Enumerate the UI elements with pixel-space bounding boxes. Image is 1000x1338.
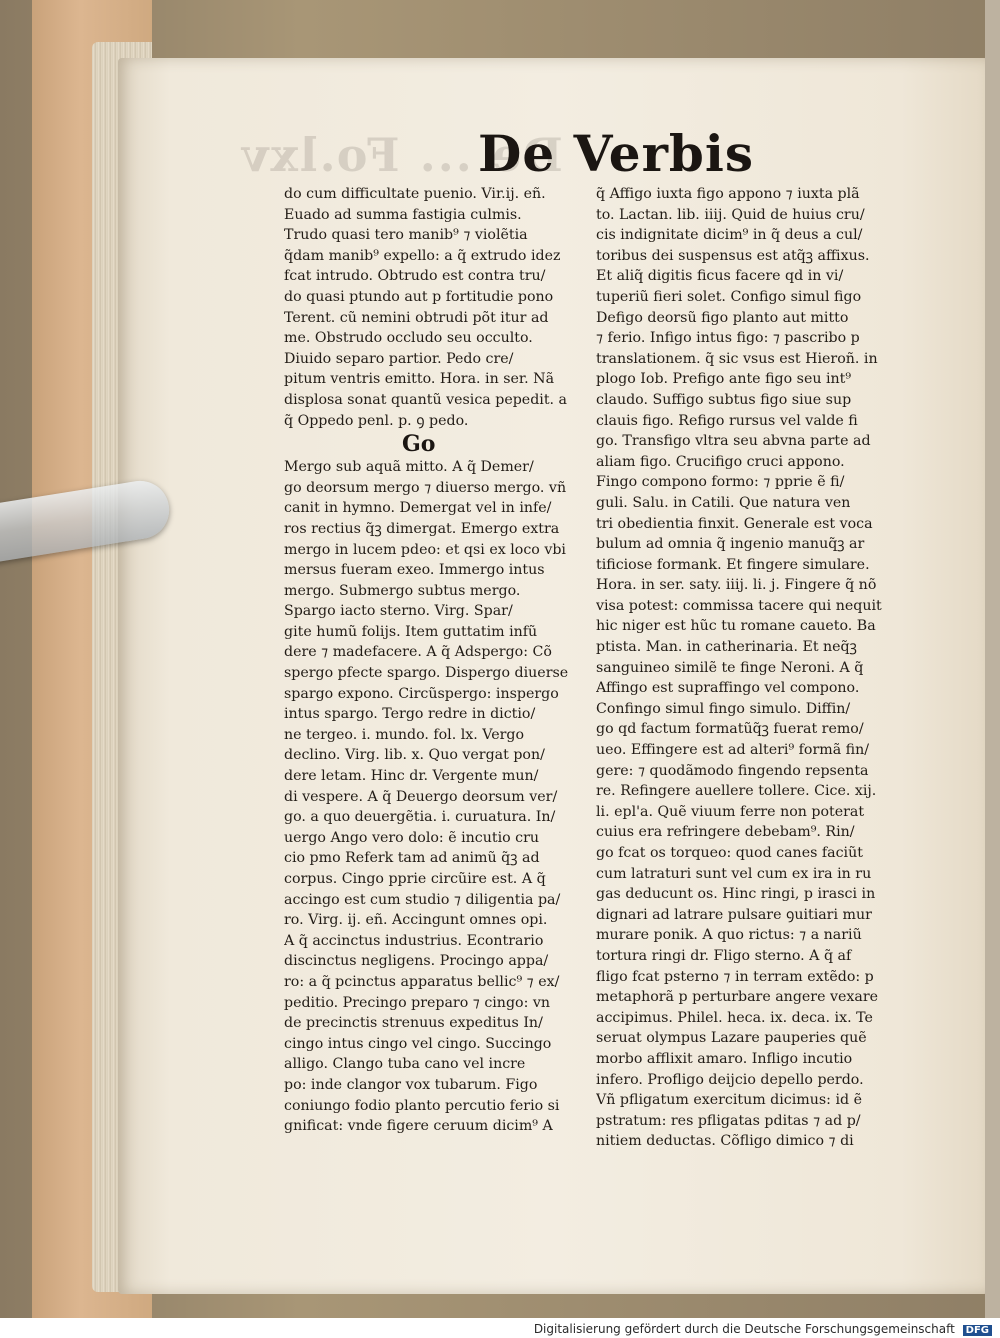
text-line: go fcat os torqueo: quod canes faciũt	[596, 845, 863, 861]
text-line: tri obedientia finxit. Generale est voca	[596, 515, 873, 532]
text-line: gite humũ folijs. Item guttatim infũ	[284, 623, 538, 640]
text-line: aliam figo. Crucifigo cruci appono.	[596, 453, 845, 470]
text-line: do quasi ptundo aut p fortitudie pono	[284, 288, 554, 305]
text-line: gnificat: vnde figere ceruum dicim⁹ A	[284, 1118, 553, 1135]
text-line: re. Refingere auellere tollere. Cice. xij.	[596, 783, 877, 800]
text-line: cum latraturi sunt vel cum ex ira in ru	[596, 865, 872, 882]
left-column-bottom-lines	[284, 457, 588, 1137]
text-line: tuperiũ fieri solet. Configo simul figo	[596, 288, 862, 305]
text-line: accingo est cum studio ⁊ diligentia pa/	[284, 891, 561, 908]
text-line: A q̃ accinctus industrius. Econtrario	[284, 932, 544, 949]
footer-credit	[534, 1322, 992, 1336]
text-line: Et aliq̃ digitis ficus facere qd in vi/	[596, 268, 844, 285]
text-line: go deorsum mergo ⁊ diuerso mergo. vñ	[284, 479, 567, 496]
text-line: hic niger est hũc tu romane caueto. Ba	[596, 618, 876, 635]
bleed-through-heading: De ... Fo.lxv	[240, 128, 563, 182]
text-line: displosa sonat quantũ vesica pepedit. a	[284, 391, 568, 408]
text-line: translationem. q̃ sic vsus est Hieroñ. in	[596, 350, 878, 367]
text-line: cio pmo Referk tam ad animũ q̃ꝫ ad	[284, 850, 540, 867]
text-line: Vñ pfligatum exercitum dicimus: id ẽ	[596, 1092, 862, 1109]
text-line: toribus dei suspensus est atq̃ꝫ affixus.	[596, 247, 870, 264]
text-line: spergo pfecte spargo. Dispergo diuerse	[284, 665, 569, 682]
text-line: accipimus. Philel. heca. ix. deca. ix. Te	[596, 1009, 873, 1026]
text-line: cis indignitate dicim⁹ in q̃ deus a cul/	[596, 227, 863, 244]
text-line: tificiose formank. Et fingere simulare.	[596, 556, 870, 573]
text-line: gere: ⁊ quodãmodo fingendo repsenta	[596, 762, 869, 779]
text-line: go. a quo deuergẽtia. i. curuatura. In/	[284, 809, 556, 826]
text-line: peditio. Precingo preparo ⁊ cingo: vn	[284, 994, 551, 1011]
text-line: sanguineo similẽ te finge Neroni. A q̃	[596, 659, 864, 676]
text-line: to. Lactan. lib. iiij. Quid de huius cru/	[596, 206, 865, 223]
text-line: visa potest: commissa tacere qui nequit	[596, 597, 882, 614]
text-line: discinctus negligens. Procingo appa/	[284, 953, 549, 970]
right-column-lines	[596, 184, 932, 1152]
text-line: Mergo sub aquã mitto. A q̃ Demer/	[284, 459, 534, 476]
text-line: mergo in lucem pdeo: et qsi ex loco vbi	[284, 541, 566, 558]
text-line: alligo. Clango tuba cano vel incre	[284, 1056, 526, 1073]
right-margin-strip	[985, 0, 1000, 1318]
text-line: coniungo fodio planto percutio ferio si	[284, 1097, 560, 1114]
text-line: fligo fcat psterno ⁊ in terram extẽdo: p	[596, 968, 874, 985]
dfg-logo: DFG	[963, 1325, 992, 1336]
text-line: cuius era refringere debebam⁹. Rin/	[596, 824, 855, 841]
text-line: dignari ad latrare pulsare ꝯuitiari mur	[596, 906, 872, 923]
text-line: q̃ Affigo iuxta figo appono ⁊ iuxta plã	[596, 186, 860, 202]
text-line: pitum ventris emitto. Hora. in ser. Nã	[284, 371, 555, 388]
text-line: Euado ad summa fastigia culmis.	[284, 206, 522, 223]
text-line: ptista. Man. in catherinaria. Et neq̃ꝫ	[596, 639, 857, 656]
text-line: go qd factum formatũq̃ꝫ fuerat remo/	[596, 721, 864, 738]
text-line: canit in hymno. Demergat vel in infe/	[284, 500, 552, 517]
text-line: Defigo deorsũ figo planto aut mitto	[596, 309, 849, 326]
text-line: uergo Ango vero dolo: ẽ incutio cru	[284, 829, 540, 846]
text-line: de precinctis strenuus expeditus In/	[284, 1015, 543, 1032]
text-line: intus spargo. Tergo redre in dictio/	[284, 706, 536, 723]
text-line: Diuido separo partior. Pedo cre/	[284, 350, 514, 367]
text-line: ⁊ ferio. Infigo intus figo: ⁊ pascribo p	[596, 330, 860, 347]
text-line: bulum ad omnia q̃ ingenio manuq̃ꝫ ar	[596, 536, 865, 553]
text-line: seruat olympus Lazare pauperies quẽ	[596, 1030, 867, 1047]
text-line: di vespere. A q̃ Deuergo deorsum ver/	[284, 788, 558, 805]
text-line: tortura ringi dr. Fligo sterno. A q̃ af	[596, 947, 852, 964]
text-line: go. Transfigo vltra seu abvna parte ad	[596, 433, 871, 450]
text-line: dere ⁊ madefacere. A q̃ Adspergo: Cõ	[284, 644, 552, 661]
text-line: ros rectius q̃ꝫ dimergat. Emergo extra	[284, 520, 560, 537]
text-line: li. epl'a. Quẽ viuum ferre non poterat	[596, 803, 865, 820]
text-line: ueo. Effingere est ad alteri⁹ formã fin/	[596, 742, 870, 759]
text-line: infero. Profligo deijcio depello perdo.	[596, 1071, 864, 1088]
text-line: q̃dam manib⁹ expello: a q̃ extrudo idez	[284, 247, 561, 264]
text-line: do cum difficultate puenio. Vir.ij. eñ.	[284, 186, 546, 202]
text-line: ne tergeo. i. mundo. fol. lx. Vergo	[284, 726, 525, 743]
left-column-top-lines	[284, 184, 588, 431]
text-line: murare ponik. A quo rictus: ⁊ a nariũ	[596, 927, 862, 944]
text-line: morbo afflixit amaro. Infligo incutio	[596, 1050, 853, 1067]
right-column	[596, 184, 932, 1152]
text-line: corpus. Cingo pprie circũire est. A q̃	[284, 871, 546, 887]
text-line: Affingo est supraffingo vel compono.	[596, 680, 860, 697]
text-line: Terent. cũ nemini obtrudi põt itur ad	[284, 309, 549, 326]
text-line: Fingo compono formo: ⁊ pprie ẽ fi/	[596, 474, 845, 491]
text-line: Hora. in ser. saty. iiij. li. j. Fingere q̃ nõ	[596, 577, 877, 594]
text-line: guli. Salu. in Catili. Que natura ven	[596, 494, 851, 511]
text-line: po: inde clangor vox tubarum. Figo	[284, 1076, 538, 1093]
text-line: clauis figo. Refigo rursus vel valde fi	[596, 412, 858, 429]
text-line: plogo Iob. Prefigo ante figo seu int⁹	[596, 371, 852, 388]
text-line: pstratum: res pfligatas pditas ⁊ ad p/	[596, 1112, 861, 1129]
left-column	[284, 184, 588, 1137]
text-line: Confingo simul fingo simulo. Diffin/	[596, 700, 851, 717]
text-line: fcat intrudo. Obtrudo est contra tru/	[284, 268, 546, 285]
text-line: ro. Virg. ij. eñ. Accingunt omnes opi.	[284, 912, 548, 929]
footer-text: Digitalisierung gefördert durch die Deutsche Forschungsgemeinschaft	[533, 1322, 955, 1336]
text-line: spargo expono. Circũspergo: inspergo	[284, 685, 559, 702]
text-line: declino. Virg. lib. x. Quo vergat pon/	[284, 747, 545, 764]
text-line: me. Obstrudo occludo seu occulto.	[284, 330, 533, 347]
text-line: Trudo quasi tero manib⁹ ⁊ violẽtia	[284, 227, 528, 244]
text-line: q̃ Oppedo penl. p. ꝯ pedo.	[284, 412, 469, 429]
text-line: mersus fueram exeo. Immergo intus	[284, 562, 545, 579]
text-line: mergo. Submergo subtus mergo.	[284, 582, 521, 599]
text-line: nitiem deductas. Cõfligo dimico ⁊ di	[596, 1133, 854, 1150]
text-line: cingo intus cingo vel cingo. Succingo	[284, 1035, 552, 1052]
page-heading: De Verbis	[478, 124, 755, 183]
text-line: gas deducunt os. Hinc ringi, p irasci in	[596, 886, 876, 903]
text-line: metaphorã p perturbare angere vexare	[596, 989, 879, 1006]
text-line: claudo. Suffigo subtus figo siue sup	[596, 391, 852, 408]
text-line: dere letam. Hinc dr. Vergente mun/	[284, 768, 539, 785]
text-line: Spargo iacto sterno. Virg. Spar/	[284, 603, 513, 620]
section-mark: Go	[402, 431, 436, 458]
text-line: ro: a q̃ pcinctus apparatus bellic⁹ ⁊ ex/	[284, 973, 560, 990]
